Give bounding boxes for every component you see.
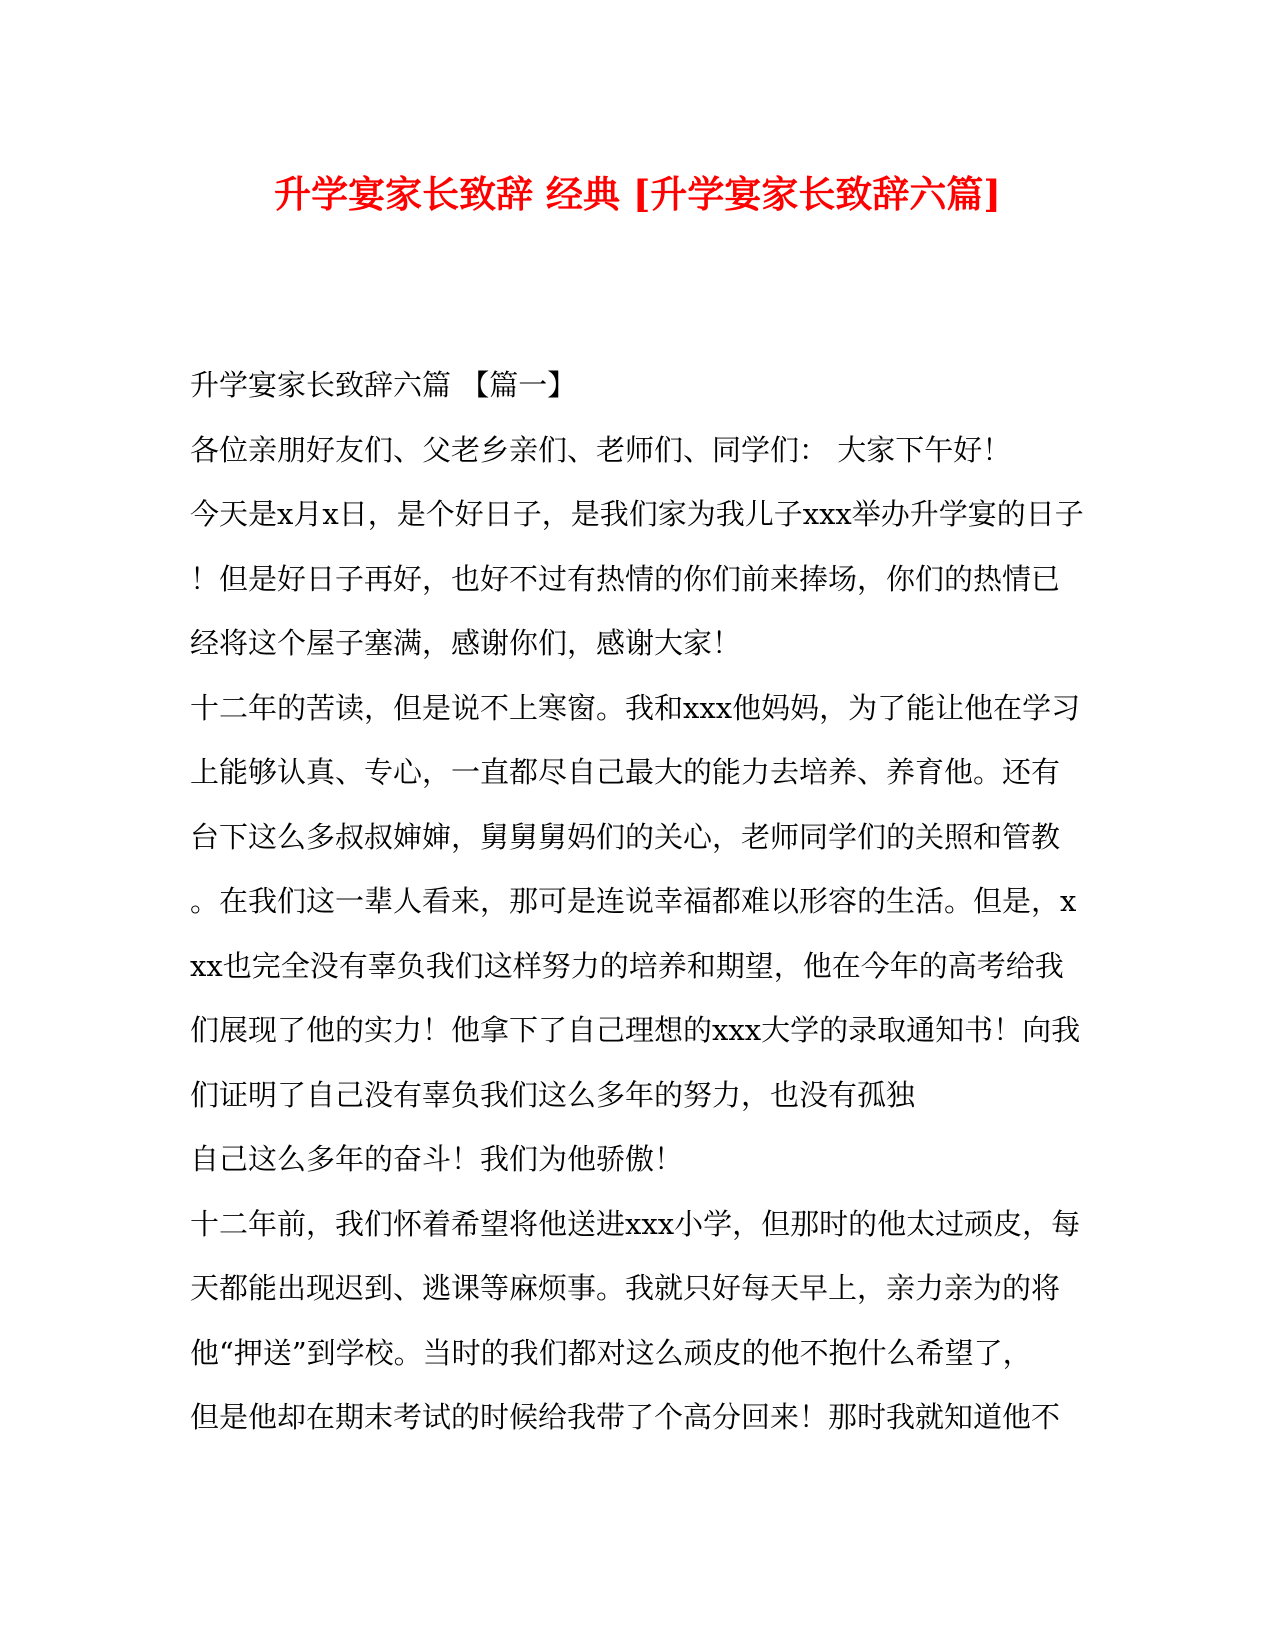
body-line: xx也完全没有辜负我们这样努力的培养和期望，他在今年的高考给我 bbox=[190, 948, 1064, 983]
body-line: 自己这么多年的奋斗！我们为他骄傲！ bbox=[190, 1142, 684, 1176]
body-line: 经将这个屋子塞满，感谢你们，感谢大家！ bbox=[190, 626, 742, 660]
body-line: 们证明了自己没有辜负我们这么多年的努力，也没有孤独 bbox=[190, 1077, 916, 1112]
document-body bbox=[190, 353, 1090, 1450]
body-line: 十二年前，我们怀着希望将他送进xxx小学，但那时的他太过顽皮，每 bbox=[190, 1206, 1081, 1241]
body-line: 各位亲朋好友们、父老乡亲们、老师们、同学们： 大家下午好！ bbox=[190, 432, 1012, 467]
body-line: 天都能出现迟到、逃课等麻烦事。我就只好每天早上，亲力亲为的将 bbox=[190, 1271, 1061, 1305]
body-line: 上能够认真、专心，一直都尽自己最大的能力去培养、养育他。还有 bbox=[190, 755, 1061, 789]
body-line: 升学宴家长致辞六篇 【篇一】 bbox=[190, 368, 577, 402]
body-line: 。在我们这一辈人看来，那可是连说幸福都难以形容的生活。但是，x bbox=[190, 884, 1077, 918]
document-title: 升学宴家长致辞 经典 [升学宴家长致辞六篇] bbox=[274, 172, 1001, 216]
body-line: 今天是x月x日，是个好日子，是我们家为我儿子xxx举办升学宴的日子 bbox=[190, 497, 1084, 531]
body-line: ！但是好日子再好，也好不过有热情的你们前来捧场，你们的热情已 bbox=[190, 561, 1061, 596]
body-line: 但是他却在期末考试的时候给我带了个高分回来！那时我就知道他不 bbox=[190, 1400, 1061, 1434]
body-line: 十二年的苦读，但是说不上寒窗。我和xxx他妈妈，为了能让他在学习 bbox=[190, 690, 1081, 725]
body-line: 他“押送”到学校。当时的我们都对这么顽皮的他不抱什么希望了， bbox=[190, 1335, 1032, 1370]
body-line: 们展现了他的实力！他拿下了自己理想的xxx大学的录取通知书！向我 bbox=[190, 1013, 1081, 1047]
body-line: 台下这么多叔叔婶婶，舅舅舅妈们的关心，老师同学们的关照和管教 bbox=[190, 819, 1061, 854]
